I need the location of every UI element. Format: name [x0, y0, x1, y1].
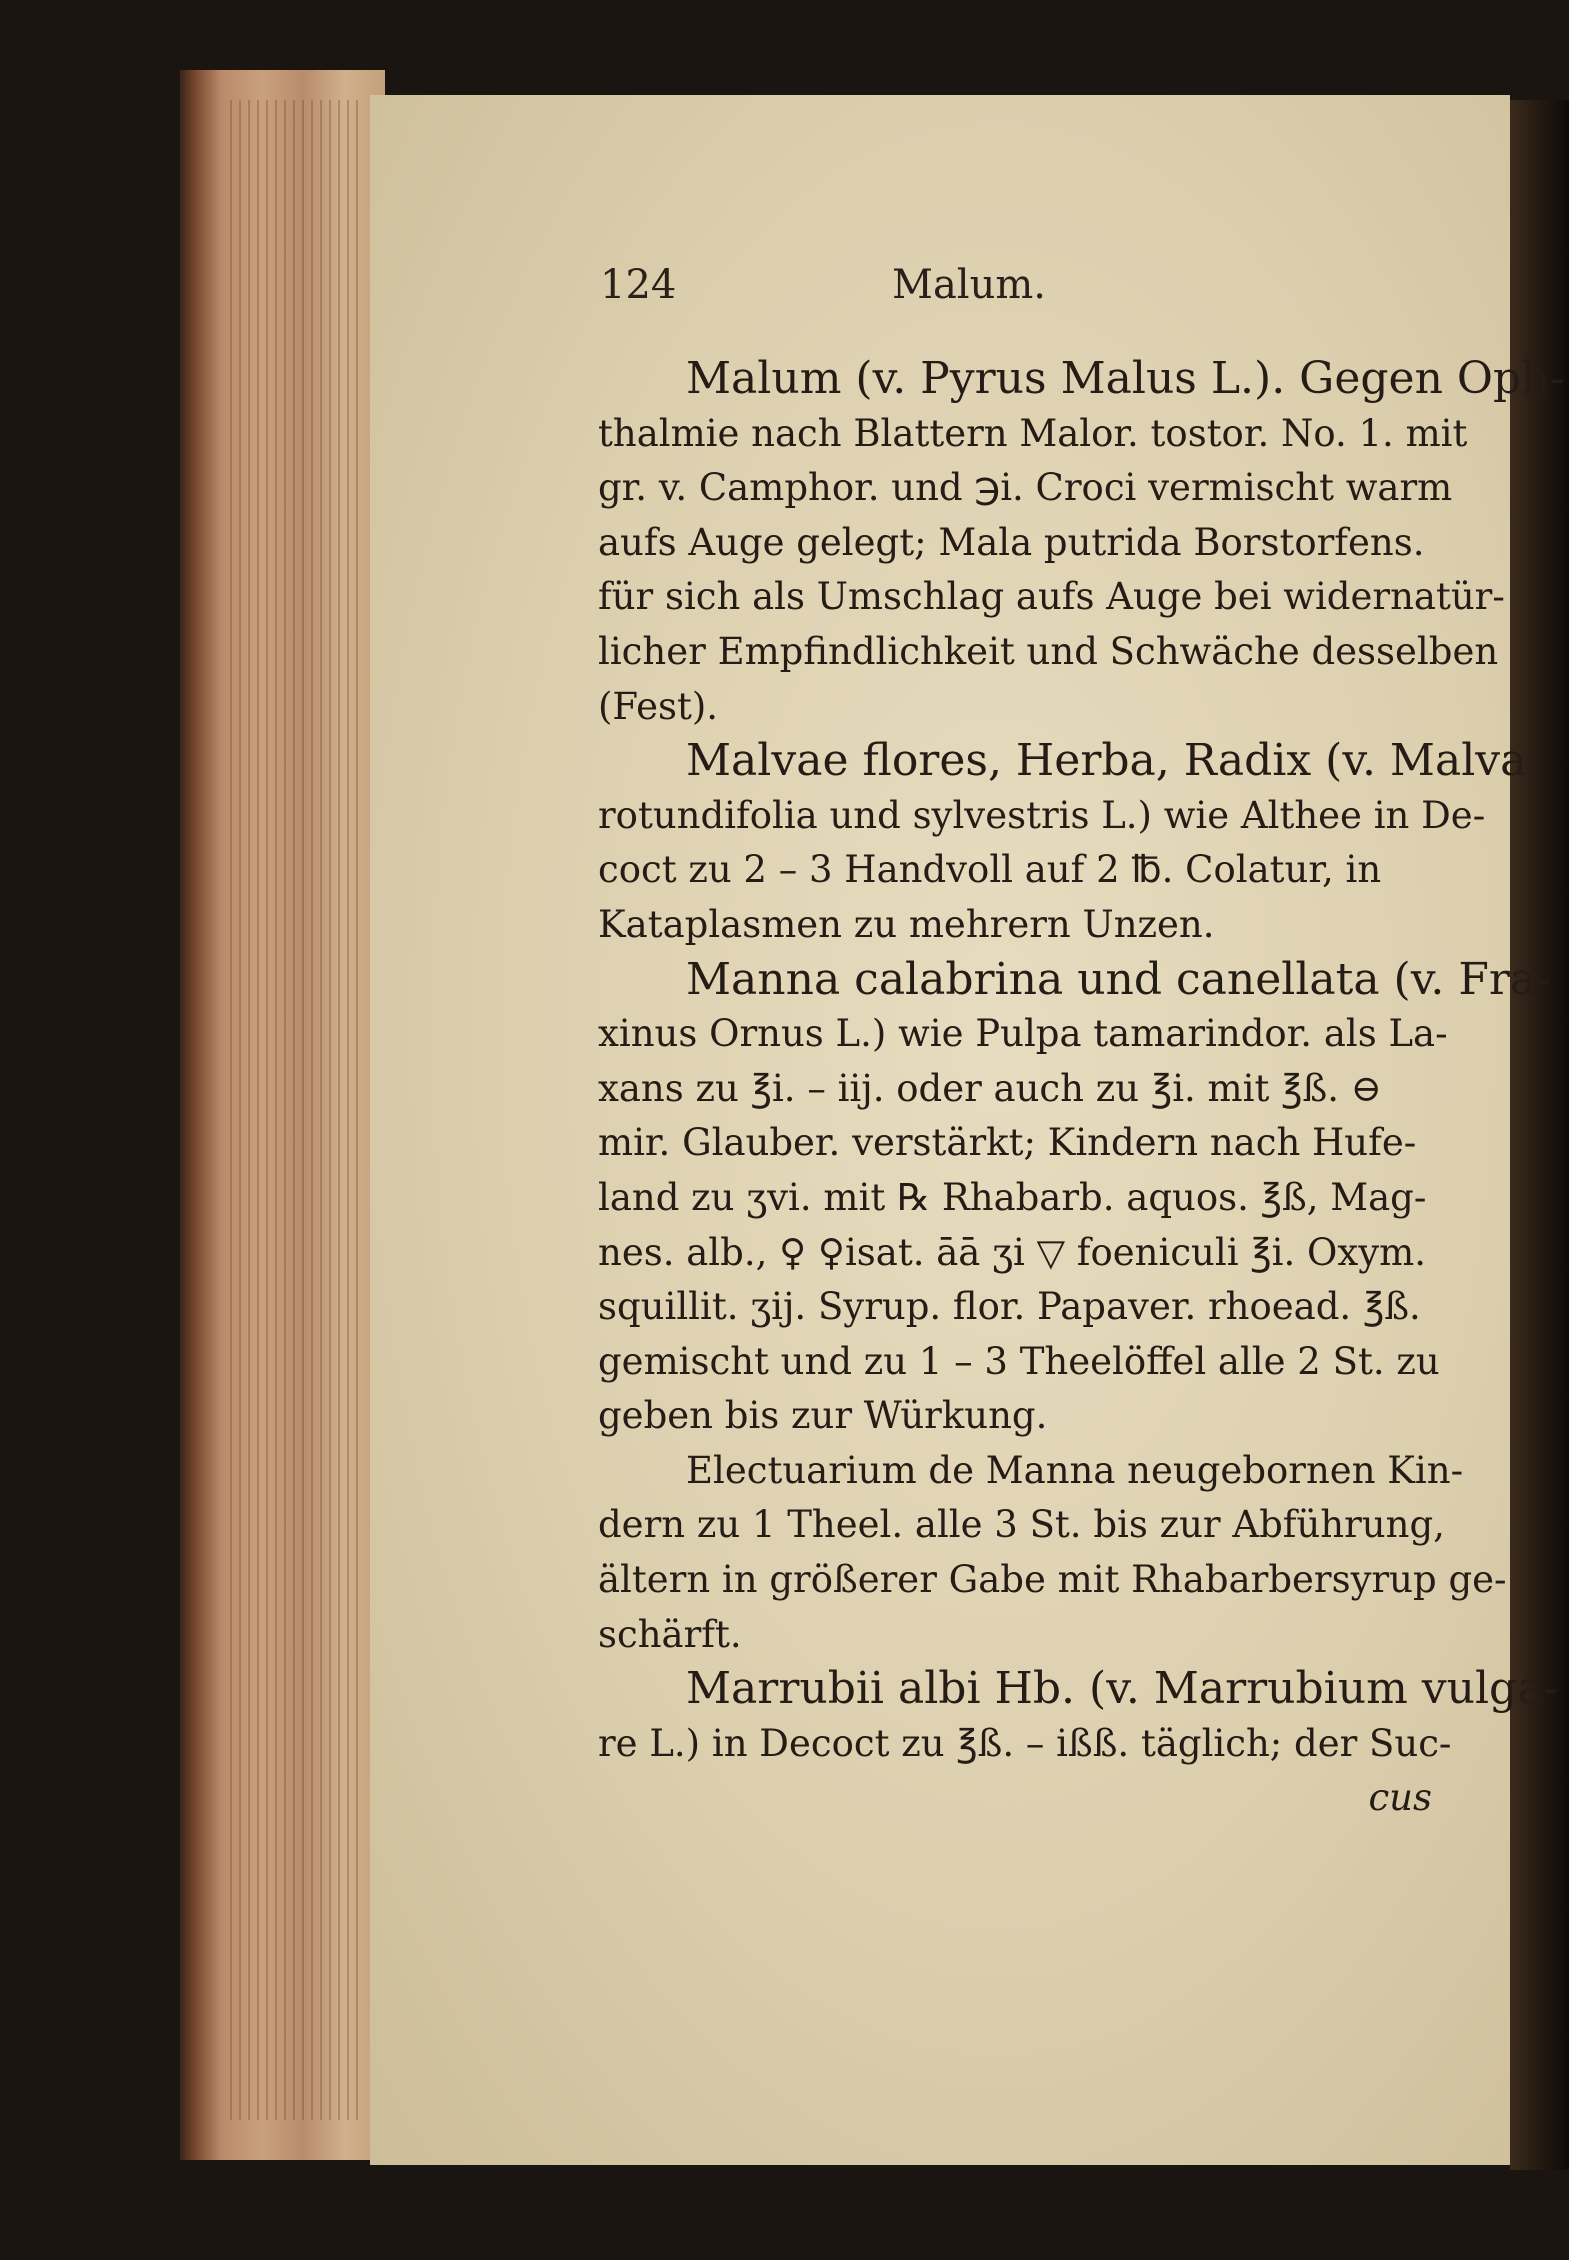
text-line: mir. Glauber. verstärkt; Kindern nach Hufe- — [598, 1121, 1417, 1165]
text-line: xans zu ℥i. – iij. oder auch zu ℥i. mit ℥ß. ⊖ — [598, 1066, 1382, 1110]
text-line: squillit. ʒij. Syrup. flor. Papaver. rhoead. ℥ß. — [598, 1285, 1421, 1329]
text-line: rotundifolia und sylvestris L.) wie Althee in De- — [598, 793, 1486, 837]
text-line: ältern in größerer Gabe mit Rhabarbersyrup ge- — [598, 1558, 1507, 1602]
text-line: Malum (v. Pyrus Malus L.). Gegen Oph- — [686, 353, 1565, 404]
text-line: thalmie nach Blattern Malor. tostor. No. 1. mit — [598, 411, 1468, 455]
text-line: gr. v. Camphor. und ℈i. Croci vermischt warm — [598, 466, 1453, 510]
body-text — [598, 352, 1565, 1826]
text-line: gemischt und zu 1 – 3 Theelöffel alle 2 St. zu — [598, 1339, 1440, 1383]
text-line: Marrubii albi Hb. (v. Marrubium vulga- — [686, 1663, 1559, 1715]
text-line: schärft. — [598, 1612, 742, 1656]
text-line: (Fest). — [598, 684, 719, 728]
text-line: Kataplasmen zu mehrern Unzen. — [598, 902, 1215, 946]
text-line: xinus Ornus L.) wie Pulpa tamarindor. als La- — [598, 1012, 1448, 1056]
page-edge-texture — [230, 100, 360, 2120]
text-line: für sich als Umschlag aufs Auge bei widernatür- — [598, 575, 1505, 619]
facing-page-shadow — [1510, 100, 1569, 2170]
text-line: dern zu 1 Theel. alle 3 St. bis zur Abführung, — [598, 1503, 1445, 1547]
text-line: re L.) in Decoct zu ℥ß. – ißß. täglich; der Suc- — [598, 1721, 1452, 1765]
text-line: Manna calabrina und canellata (v. Fra- — [686, 953, 1551, 1005]
text-line: Electuarium de Manna neugebornen Kin- — [686, 1448, 1464, 1492]
text-line: licher Empfindlichkeit und Schwäche desselben — [598, 629, 1499, 673]
catchword: cus — [1368, 1776, 1432, 1820]
text-line: Malvae flores, Herba, Radix (v. Malva — [686, 735, 1527, 787]
page-header — [600, 262, 1460, 322]
text-line: nes. alb., ♀ ♀isat. āā ʒi ▽ foeniculi ℥i. Oxym. — [598, 1230, 1426, 1274]
page-number: 124 — [600, 262, 677, 308]
running-head: Malum. — [892, 262, 1047, 308]
text-line: aufs Auge gelegt; Mala putrida Borstorfens. — [598, 520, 1425, 564]
text-line: coct zu 2 – 3 Handvoll auf 2 ℔. Colatur, in — [598, 848, 1382, 892]
text-line: geben bis zur Würkung. — [598, 1394, 1048, 1438]
text-line: land zu ʒvi. mit ℞ Rhabarb. aquos. ℥ß, Mag- — [598, 1175, 1427, 1219]
